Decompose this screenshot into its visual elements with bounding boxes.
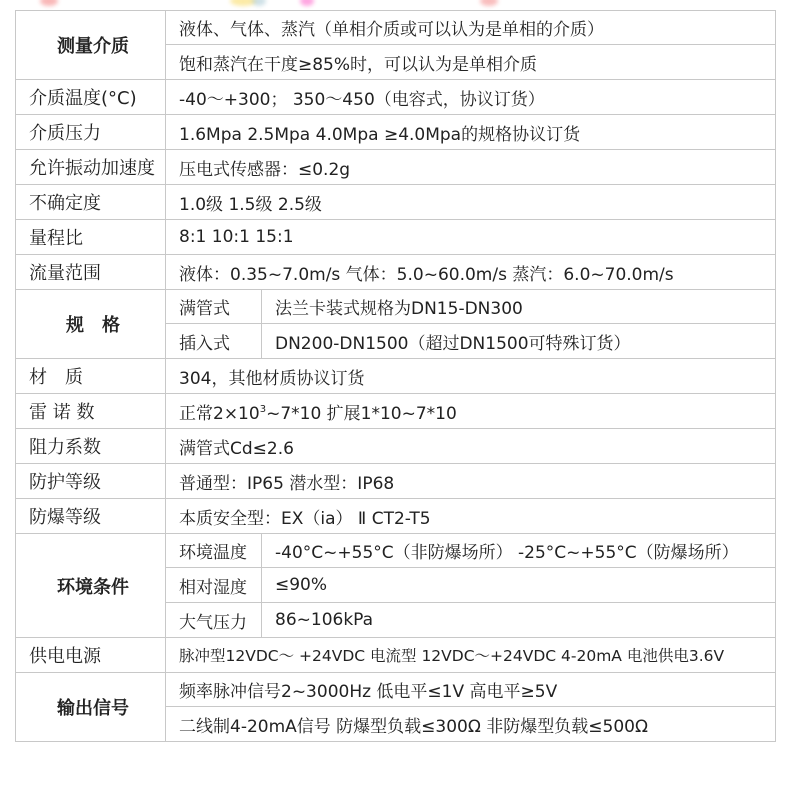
- table-row: [16, 359, 776, 394]
- environment-name: 环境温度: [166, 534, 262, 568]
- material-label: 材 质: [16, 359, 166, 394]
- table-row: [16, 115, 776, 150]
- spec-label: 规 格: [16, 290, 166, 359]
- table-row: [16, 80, 776, 115]
- table-row: [16, 464, 776, 499]
- spec-table: [15, 10, 776, 742]
- temperature-value: -40～+300； 350～450（电容式，协议订货）: [166, 80, 776, 115]
- protection-label: 防护等级: [16, 464, 166, 499]
- output-value-1: 频率脉冲信号2~3000Hz 低电平≤1V 高电平≥5V: [166, 673, 776, 707]
- output-value-2: 二线制4-20mA信号 防爆型负载≤300Ω 非防爆型负载≤500Ω: [166, 707, 776, 742]
- material-value: 304，其他材质协议订货: [166, 359, 776, 394]
- uncertainty-label: 不确定度: [16, 185, 166, 220]
- reynolds-label: 雷 诺 数: [16, 394, 166, 429]
- environment-name: 相对湿度: [166, 568, 262, 603]
- pressure-value: 1.6Mpa 2.5Mpa 4.0Mpa ≥4.0Mpa的规格协议订货: [166, 115, 776, 150]
- environment-value: ≤90%: [262, 568, 776, 603]
- spec-value: DN200-DN1500（超过DN1500可特殊订货）: [262, 324, 776, 359]
- table-row: [16, 255, 776, 290]
- decor-dot: [252, 0, 266, 6]
- table-row: [16, 534, 776, 568]
- decor-dot: [300, 0, 314, 6]
- table-row: [16, 638, 776, 673]
- medium-value-2: 饱和蒸汽在干度≥85%时，可以认为是单相介质: [166, 45, 776, 80]
- range-ratio-label: 量程比: [16, 220, 166, 255]
- vibration-value: 压电式传感器：≤0.2g: [166, 150, 776, 185]
- power-value: 脉冲型12VDC～ +24VDC 电流型 12VDC～+24VDC 4-20mA 电池供电3.6V: [166, 638, 776, 673]
- table-row: [16, 290, 776, 324]
- table-row: [16, 185, 776, 220]
- table-row: [16, 499, 776, 534]
- reynolds-value-post: ~7*10 扩展1*10~7*10: [266, 403, 457, 424]
- table-row: [16, 11, 776, 45]
- environment-name: 大气压力: [166, 603, 262, 638]
- range-ratio-value: 8:1 10:1 15:1: [166, 220, 776, 255]
- environment-label: 环境条件: [16, 534, 166, 638]
- decor-dot: [480, 0, 498, 6]
- table-row: [16, 220, 776, 255]
- explosion-label: 防爆等级: [16, 499, 166, 534]
- reynolds-value: [166, 394, 776, 429]
- power-label: 供电电源: [16, 638, 166, 673]
- decor-dot: [40, 0, 58, 6]
- spec-type: 满管式: [166, 290, 262, 324]
- pressure-label: 介质压力: [16, 115, 166, 150]
- spec-type: 插入式: [166, 324, 262, 359]
- protection-value: 普通型：IP65 潜水型：IP68: [166, 464, 776, 499]
- environment-value: -40°C~+55°C（非防爆场所） -25°C~+55°C（防爆场所）: [262, 534, 776, 568]
- table-row: [16, 429, 776, 464]
- resistance-value: 满管式Cd≤2.6: [166, 429, 776, 464]
- output-label: 输出信号: [16, 673, 166, 742]
- vibration-label: 允许振动加速度: [16, 150, 166, 185]
- reynolds-value-pre: 正常2×10: [179, 403, 260, 424]
- flow-range-value: 液体：0.35~7.0m/s 气体：5.0~60.0m/s 蒸汽：6.0~70.0m/s: [166, 255, 776, 290]
- temperature-label: 介质温度(°C): [16, 80, 166, 115]
- flow-range-label: 流量范围: [16, 255, 166, 290]
- medium-value-1: 液体、气体、蒸汽（单相介质或可以认为是单相的介质）: [166, 11, 776, 45]
- resistance-label: 阻力系数: [16, 429, 166, 464]
- uncertainty-value: 1.0级 1.5级 2.5级: [166, 185, 776, 220]
- table-row: [16, 394, 776, 429]
- environment-value: 86~106kPa: [262, 603, 776, 638]
- table-row: [16, 150, 776, 185]
- explosion-value: 本质安全型：EX（ia） Ⅱ CT2-T5: [166, 499, 776, 534]
- medium-label: 测量介质: [16, 11, 166, 80]
- table-row: [16, 673, 776, 707]
- spec-value: 法兰卡装式规格为DN15-DN300: [262, 290, 776, 324]
- reynolds-exponent: 3: [259, 403, 267, 415]
